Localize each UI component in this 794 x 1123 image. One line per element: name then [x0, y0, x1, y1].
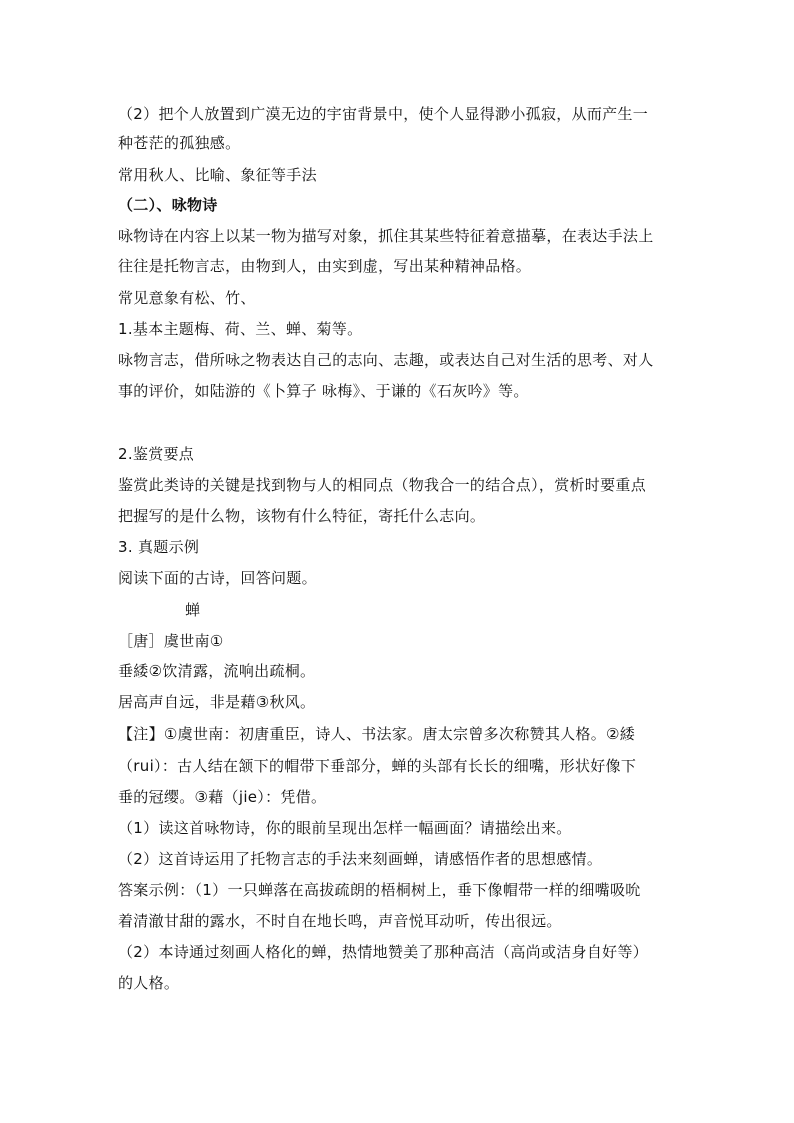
poem-line: 垂緌②饮清露，流响出疏桐。	[118, 662, 316, 680]
text-line: 常用秋人、比喻、象征等手法	[118, 166, 317, 184]
text-line: 的人格。	[118, 974, 180, 992]
text-line: 1.基本主题梅、荷、兰、蝉、菊等。	[118, 320, 363, 338]
text-line: （1）读这首咏物诗，你的眼前呈现出怎样一幅画面？请描绘出来。	[118, 819, 572, 837]
text-line: 常见意象有松、竹、	[118, 289, 256, 307]
section-heading: （二）、咏物诗	[118, 196, 218, 214]
text-line: 事的评价，如陆游的《卜算子 咏梅》、于谦的《石灰吟》等。	[118, 382, 529, 400]
text-line: 2.鉴赏要点	[118, 445, 195, 463]
text-line: （2）本诗通过刻画人格化的蝉，热情地赞美了那种高洁（高尚或洁身自好等）	[118, 943, 649, 961]
text-line: 种苍茫的孤独感。	[118, 134, 241, 152]
text-line: （2）把个人放置到广漠无边的宇宙背景中，使个人显得渺小孤寂，从而产生一	[118, 105, 649, 123]
text-line: 咏物诗在内容上以某一物为描写对象，抓住其某些特征着意描摹，在表达手法上	[118, 227, 654, 245]
text-line: 垂的冠缨。③藉（jie）：凭借。	[118, 788, 327, 806]
text-line: 着清澈甘甜的露水，不时自在地长鸣，声音悦耳动听，传出很远。	[118, 912, 562, 930]
text-line: 鉴赏此类诗的关键是找到物与人的相同点（物我合一的结合点），赏析时要重点	[118, 476, 647, 494]
text-line: 往往是托物言志，由物到人，由实到虚，写出某种精神品格。	[118, 257, 532, 275]
text-line: （2）这首诗运用了托物言志的手法来刻画蝉，请感悟作者的思想感情。	[118, 850, 603, 868]
text-line: 【注】①虞世南：初唐重臣，诗人、书法家。唐太宗曾多次称赞其人格。②緌	[118, 725, 636, 743]
text-line: （rui）：古人结在颔下的帽带下垂部分，蝉的头部有长长的细嘴，形状好像下	[118, 757, 637, 775]
poem-author: ［唐］虞世南①	[118, 632, 224, 650]
poem-line: 居高声自远，非是藉③秋风。	[118, 693, 316, 711]
text-line: 答案示例：（1）一只蝉落在高拔疏朗的梧桐树上，垂下像帽带一样的细嘴吸吮	[118, 881, 641, 899]
text-line: 咏物言志，借所咏之物表达自己的志向、志趣，或表达自己对生活的思考、对人	[118, 351, 654, 369]
text-line: 把握写的是什么物，该物有什么特征，寄托什么志向。	[118, 507, 486, 525]
text-line: 3. 真题示例	[118, 538, 200, 556]
text-line: 阅读下面的古诗，回答问题。	[118, 569, 317, 587]
poem-title: 蝉	[185, 601, 201, 619]
